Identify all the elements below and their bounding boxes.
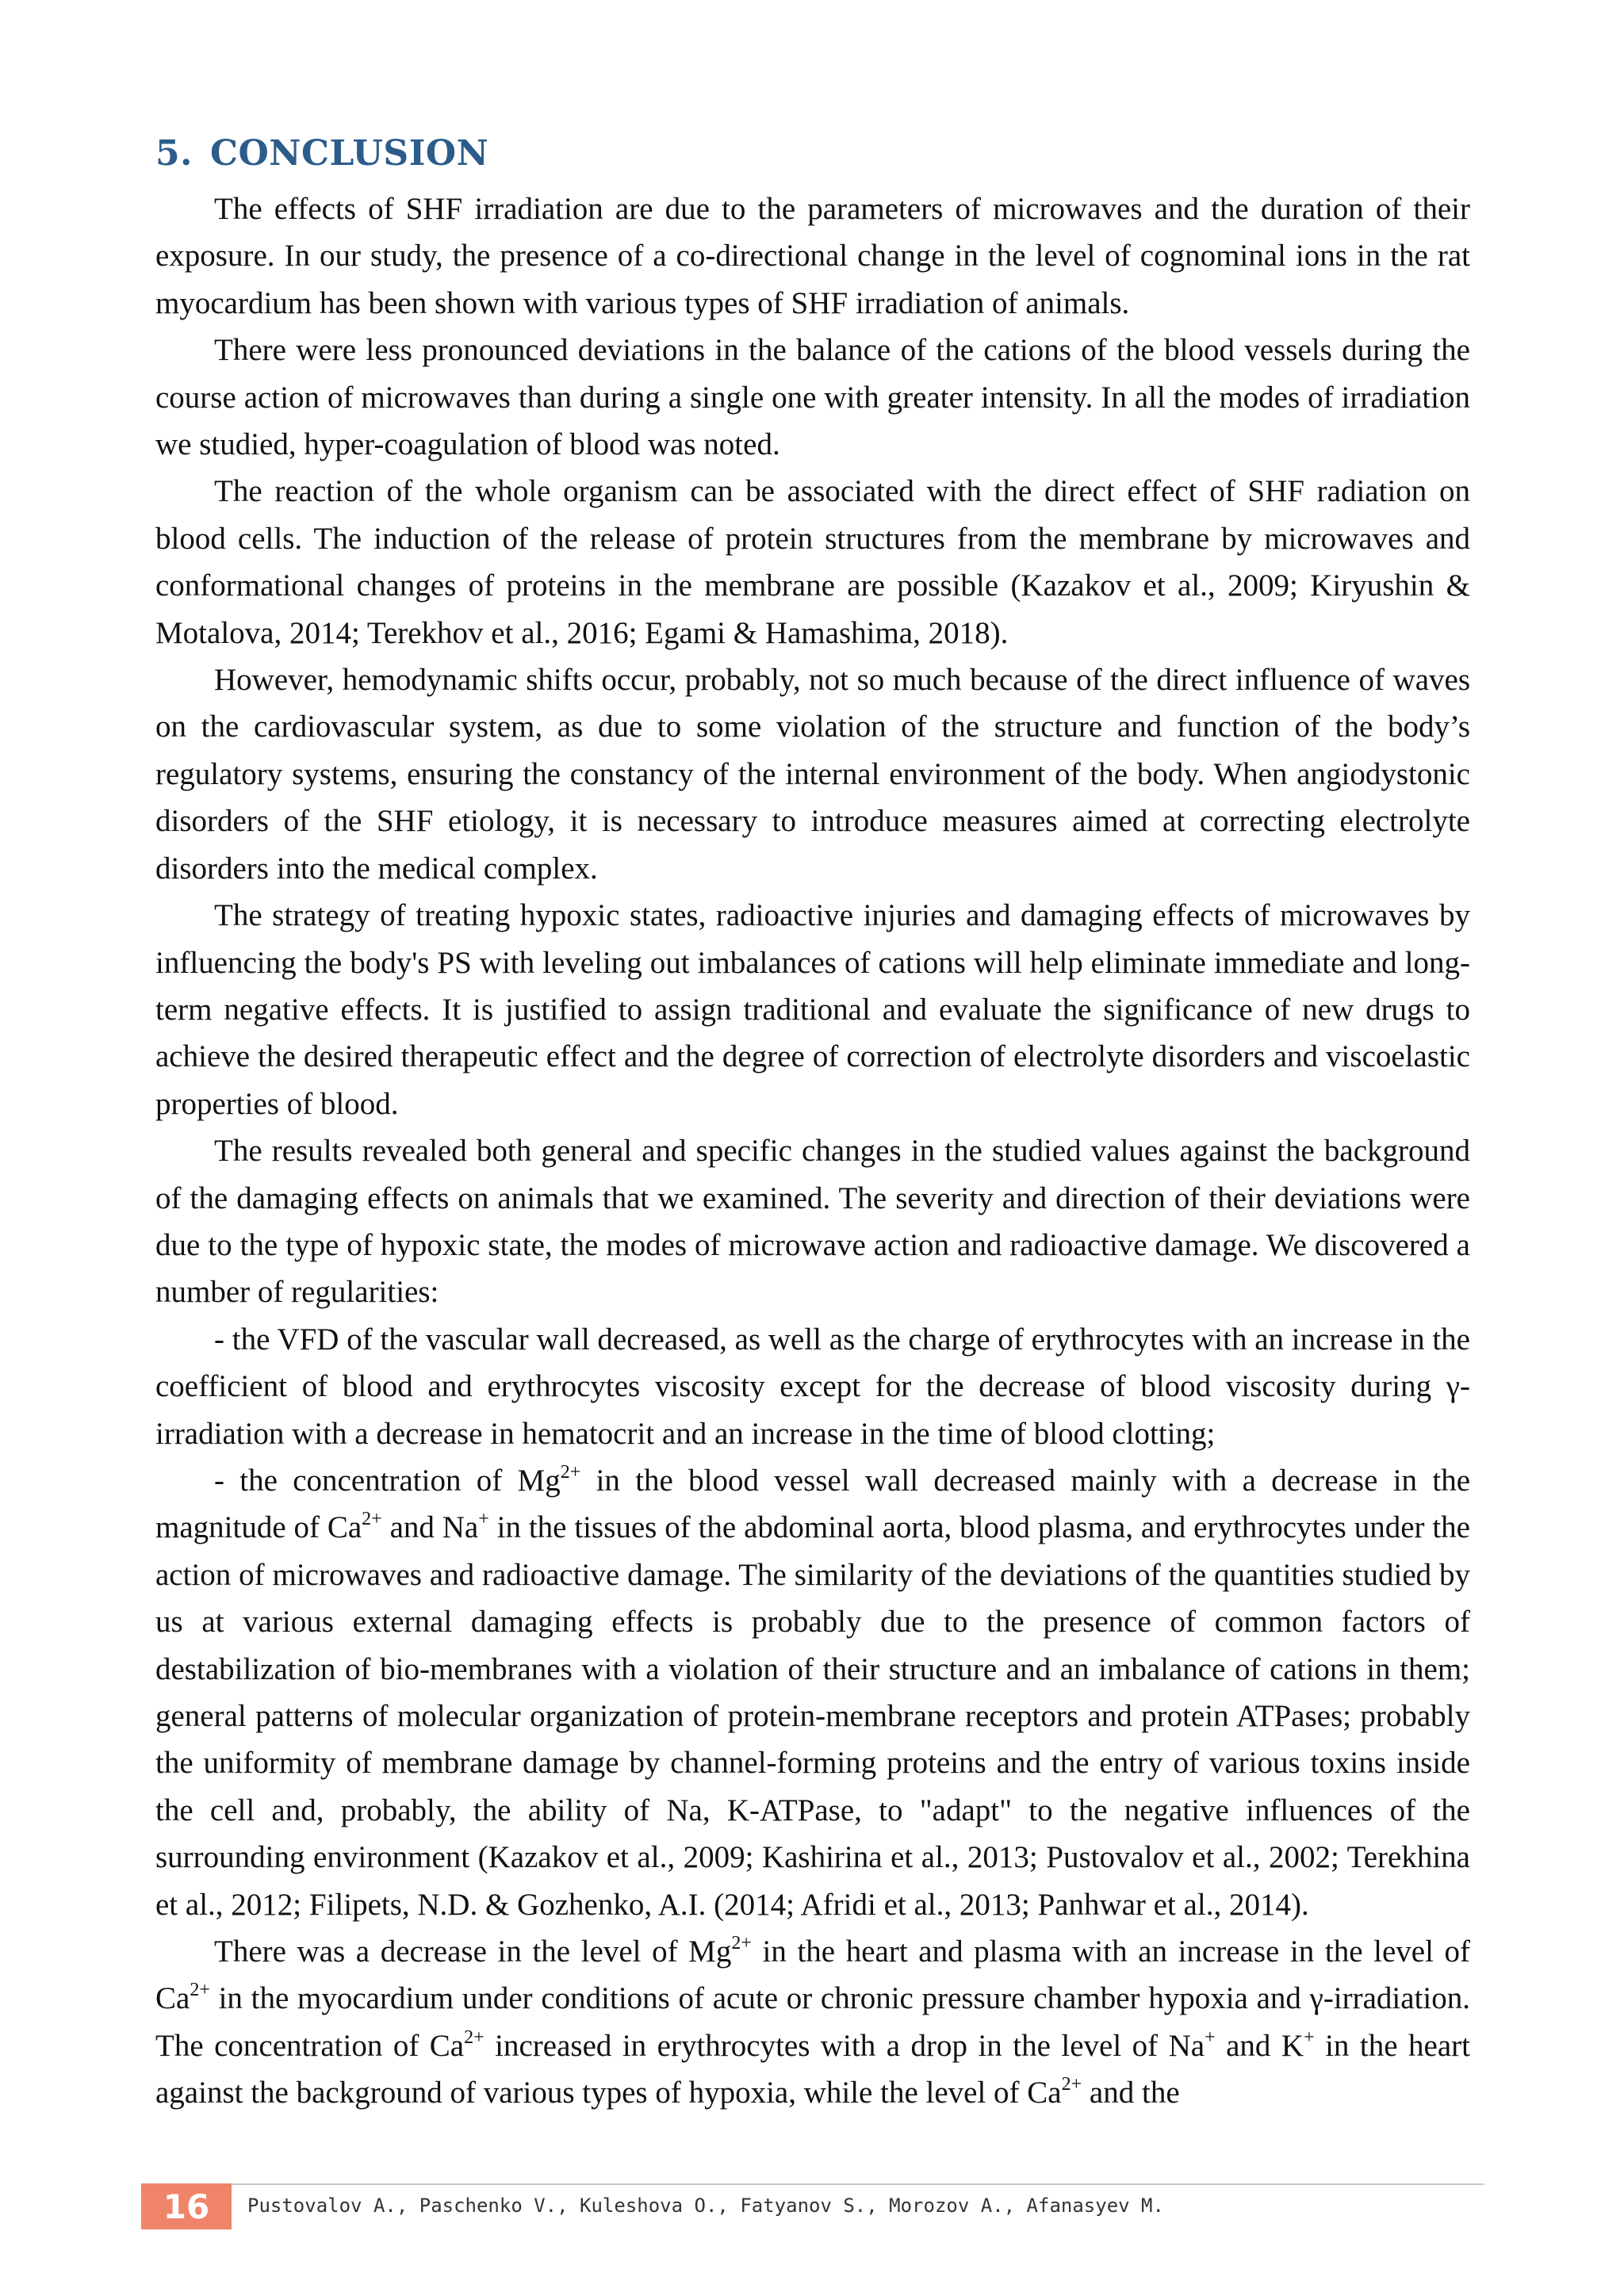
section-number: 5. [155,133,193,174]
conclusion-body [155,186,1470,2117]
section-heading [155,133,488,174]
paragraph-9-text: in the heart against the background of various types of hypoxia, while the level of Ca [155,2028,1470,2110]
paragraph-3: The reaction of the whole organism can be associated with the direct effect of SHF radiation on blood cells. The induction of the release of protein structures from the membrane by microwaves and conformational changes of proteins in the membrane are possible (Kazakov et al., 2009; Kiryushin & Motalova, 2014; Terekhov et al., 2016; Egami & Hamashima, 2018). [155,474,1470,650]
footer-divider [232,2183,1484,2185]
section-title: CONCLUSION [209,133,489,174]
paragraph-9-text: increased in erythrocytes with a drop in the level of Na [484,2028,1205,2063]
paragraph-9-text: There was a decrease in the level of Mg [214,1934,732,1969]
paragraph-9-text: in the myocardium under conditions of acute or chronic pressure chamber hypoxia and γ-irradiation. The concentration of Ca [155,1981,1470,2063]
paragraph-8-text: - the concentration of Mg [214,1463,561,1498]
superscript: 2+ [362,1509,382,1530]
paragraph-9 [155,1928,1470,2117]
paragraph-8-text: and Na [381,1510,479,1545]
footer-authors: Pustovalov A., Paschenko V., Kuleshova O., Fatyanov S., Morozov A., Afanasyev M. [247,2195,1164,2217]
superscript: 2+ [1061,2074,1082,2095]
paragraph-4: However, hemodynamic shifts occur, probably, not so much because of the direct influence of waves on the cardiovascular system, as due to some violation of the structure and function of the body’s regulatory systems, ensuring the constancy of the internal environment of the body. When angiodystonic disorders of the SHF etiology, it is necessary to introduce measures aimed at correcting electrolyte disorders into the medical complex. [155,663,1470,886]
superscript: + [478,1509,489,1530]
superscript: 2+ [464,2026,485,2048]
paragraph-7: - the VFD of the vascular wall decreased, as well as the charge of erythrocytes with an increase in the coefficient of blood and erythrocytes viscosity except for the decrease of blood viscosity during γ-irradiation with a decrease in hematocrit and an increase in the time of blood clotting; [155,1322,1470,1451]
paragraph-9-text: and the [1082,2076,1180,2110]
paragraph-8 [155,1457,1470,1928]
paragraph-1: The effects of SHF irradiation are due to the parameters of microwaves and the duration of their exposure. In our study, the presence of a co-directional change in the level of cognominal ions in the rat myocardium has been shown with various types of SHF irradiation of animals. [155,192,1470,320]
paragraph-6: The results revealed both general and specific changes in the studied values against the background of the damaging effects on animals that we examined. The severity and direction of their deviations were due to the type of hypoxic state, the modes of microwave action and radioactive damage. We discovered a number of regularities: [155,1134,1470,1310]
superscript: 2+ [731,1933,752,1954]
paragraph-5: The strategy of treating hypoxic states, radioactive injuries and damaging effects of microwaves by influencing the body's PS with leveling out imbalances of cations will help eliminate immediate and long-term negative effects. It is justified to assign traditional and evaluate the significance of new drugs to achieve the desired therapeutic effect and the degree of correction of electrolyte disorders and viscoelastic properties of blood. [155,898,1470,1121]
superscript: + [1304,2026,1315,2048]
superscript: 2+ [560,1461,581,1483]
superscript: + [1205,2026,1216,2048]
paragraph-2: There were less pronounced deviations in the balance of the cations of the blood vessels during the course action of microwaves than during a single one with greater intensity. In all the modes of irradiation we studied, hyper-coagulation of blood was noted. [155,333,1470,462]
paragraph-9-text: and K [1215,2028,1304,2063]
paragraph-8-text: in the blood vessel wall decreased mainly with a decrease in the magnitude of Ca [155,1463,1470,1545]
paragraph-9-text: in the heart and plasma with an increase in the level of Ca [155,1934,1470,2016]
superscript: 2+ [190,1980,210,2001]
paragraph-8-text: in the tissues of the abdominal aorta, blood plasma, and erythrocytes under the action of microwaves and radioactive damage. The similarity of the deviations of the quantities studied by us at various external damaging effects is probably due to the presence of common factors of destabilization of bio-membranes with a violation of their structure and an imbalance of cations in them; general patterns of molecular organization of protein-membrane receptors and protein ATPases; probably the uniformity of membrane damage by channel-forming proteins and the entry of various toxins inside the cell and, probably, the ability of Na, K-ATPase, to "adapt" to the negative influences of the surrounding environment (Kazakov et al., 2009; Kashirina et al., 2013; Pustovalov et al., 2002; Terekhina et al., 2012; Filipets, N.D. & Gozhenko, A.I. (2014; Afridi et al., 2013; Panhwar et al., 2014). [155,1510,1470,1922]
page-number-badge: 16 [141,2183,232,2229]
